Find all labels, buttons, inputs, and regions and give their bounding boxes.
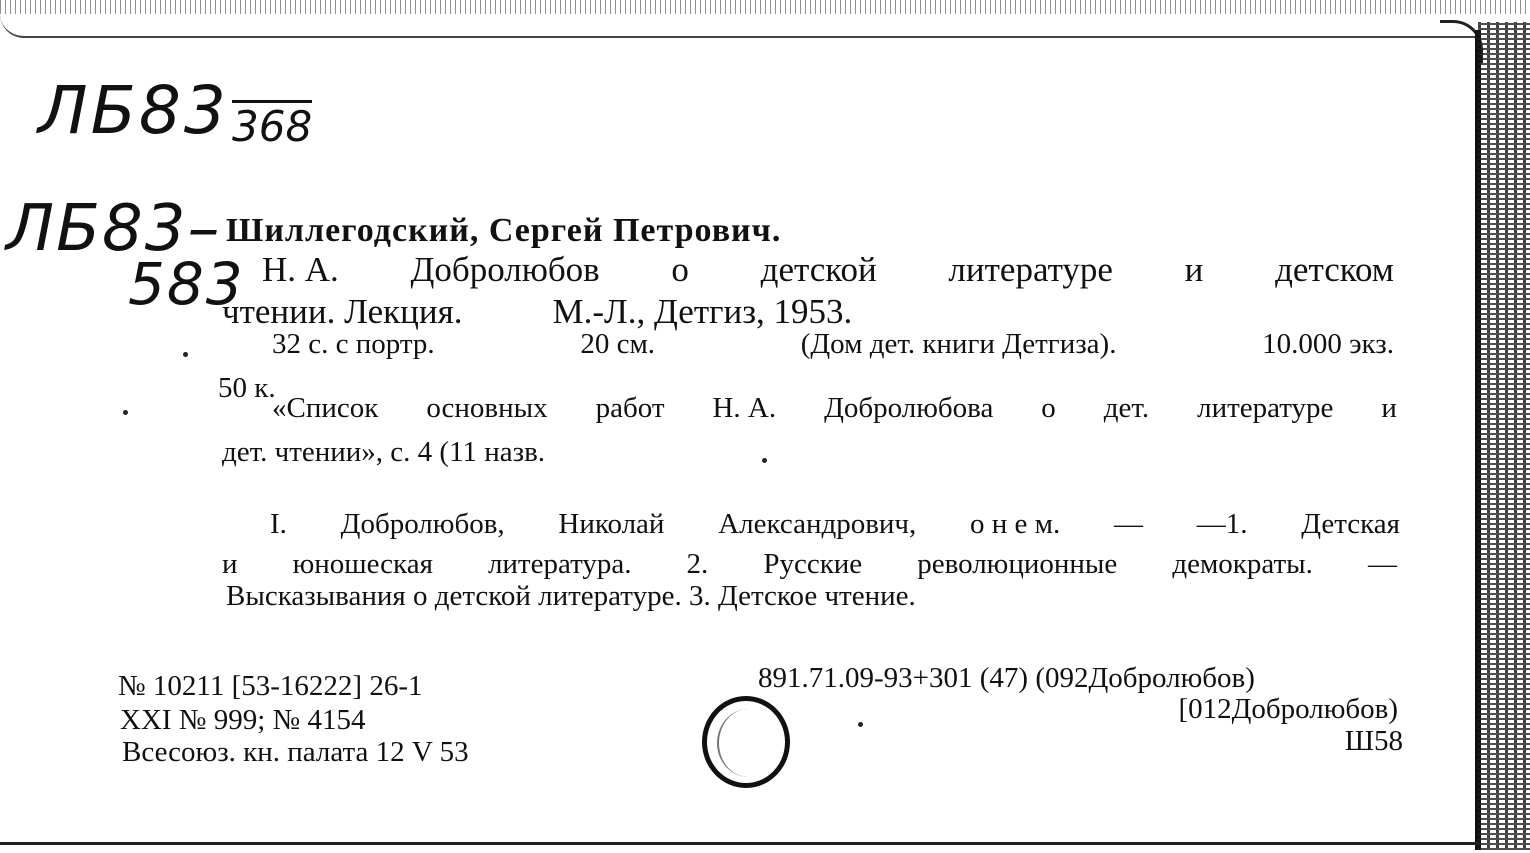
registration-number: № 10211 [53-16222] 26-1 — [118, 670, 423, 702]
word: юношеская — [292, 548, 433, 580]
classification-index: 891.71.09-93+301 (47) (092Добролюбов) — [758, 662, 1255, 694]
word: о — [671, 250, 689, 289]
word: Детская — [1301, 508, 1400, 540]
word: дет. — [1103, 392, 1150, 424]
word: литературе — [1197, 392, 1334, 424]
word: Русские — [763, 548, 863, 580]
word: Н. А. — [712, 392, 777, 424]
word: и — [1184, 250, 1204, 289]
word: — — [1113, 508, 1143, 540]
word: I. — [270, 508, 287, 540]
physical-description-line-1 — [272, 328, 1394, 361]
registration-chamber: Всесоюз. кн. палата 12 V 53 — [122, 736, 469, 768]
handwritten-shelfmark-2: ЛБ83– — [6, 192, 222, 266]
card-bottom-border — [0, 842, 1480, 853]
scan-edge-top — [0, 0, 1530, 14]
word: — — [1367, 548, 1397, 580]
word: Добролюбов, — [340, 508, 505, 540]
author-mark: Ш58 — [1344, 725, 1403, 757]
word: литературе — [948, 250, 1113, 289]
word: Добролюбов — [410, 250, 600, 289]
price: 50 к. — [218, 372, 276, 404]
word: детской — [760, 250, 877, 289]
word: 2. — [686, 548, 709, 580]
card-top-border — [0, 14, 1480, 38]
word: о — [1041, 392, 1056, 424]
word: и — [1381, 392, 1397, 424]
print-run: 10.000 экз. — [1262, 328, 1394, 360]
publication-info: М.-Л., Детгиз, 1953. — [552, 292, 853, 331]
word: работ — [595, 392, 665, 424]
word: —1. — [1196, 508, 1248, 540]
title-line-1 — [262, 250, 1394, 290]
word: и — [222, 548, 238, 580]
pages: 32 с. с портр. — [272, 328, 435, 360]
word: о н е м. — [970, 508, 1061, 540]
word: детском — [1275, 250, 1394, 289]
speck — [858, 722, 863, 727]
word: Добролюбова — [824, 392, 994, 424]
size: 20 см. — [580, 328, 656, 360]
handwritten-shelfmark-1: ЛБ83 — [38, 72, 229, 149]
word: революционные — [917, 548, 1118, 580]
word: литература. — [487, 548, 632, 580]
word: Н. А. — [262, 250, 339, 289]
word: основных — [426, 392, 548, 424]
word: Александрович, — [718, 508, 917, 540]
handwritten-shelfmark-2-sub: 583 — [128, 250, 245, 318]
subjects-line-1 — [270, 508, 1400, 541]
classification-index-2: [012Добролюбов) — [1178, 693, 1398, 725]
word: «Список — [272, 392, 379, 424]
speck — [762, 458, 767, 463]
title-end: чтении. Лекция. — [222, 292, 463, 331]
speck — [183, 352, 188, 357]
scan-edge-right — [1478, 22, 1530, 850]
subjects-line-2 — [222, 548, 1397, 581]
speck — [123, 410, 128, 415]
title-line-2 — [222, 292, 852, 332]
note-line-1 — [272, 392, 1397, 425]
word: Николай — [558, 508, 665, 540]
handwritten-shelfmark-1-sub: 368 — [232, 102, 313, 151]
subjects-line-3: Высказывания о детской литературе. 3. Детское чтение. — [226, 580, 916, 612]
punch-hole — [702, 696, 790, 788]
note-line-2: дет. чтении», с. 4 (11 назв. — [222, 436, 546, 468]
registration-volume: XXI № 999; № 4154 — [120, 704, 366, 736]
word: демократы. — [1172, 548, 1313, 580]
author-heading: Шиллегодский, Сергей Петрович. — [226, 212, 782, 249]
series: (Дом дет. книги Детгиза). — [800, 328, 1117, 360]
